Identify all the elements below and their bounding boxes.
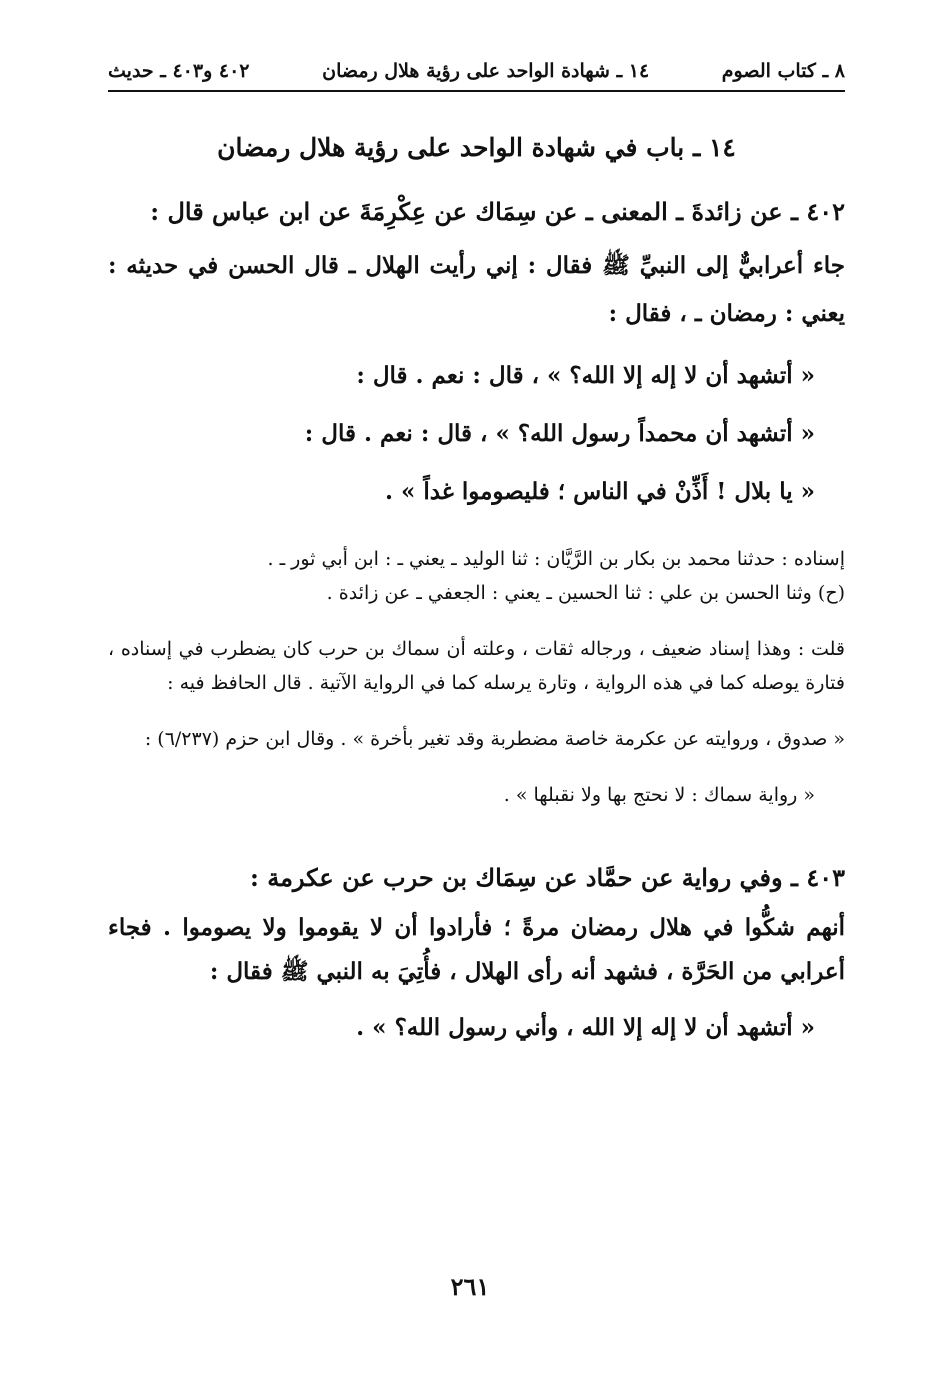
hadith-403-question: « أتشهد أن لا إله إلا الله ، وأني رسول الله؟ » . xyxy=(356,1014,815,1041)
isnad-line-1: إسناده : حدثنا محمد بن بكار بن الرَّيَّان : ثنا الوليد ـ يعني ـ : ابن أبي ثور ـ . xyxy=(267,548,845,570)
chapter-title: ١٤ ـ باب في شهادة الواحد على رؤية هلال رمضان xyxy=(217,133,736,162)
hadith-402-body: جاء أعرابيٌّ إلى النبيِّ ﷺ فقال : إني رأيت الهلال ـ قال الحسن في حديثه : يعني : رمضان ـ ، فقال : xyxy=(108,252,845,327)
hadith-403-body: أنهم شكُّوا في هلال رمضان مرةً ؛ فأرادوا أن لا يقوموا ولا يصوموا . فجاء أعرابي من الحَرَّة ، فشهد أنه رأى الهلال ، فأُتِيَ به النبي ﷺ فقال : xyxy=(108,914,845,985)
isnad-line-2: (ح) وثنا الحسن بن علي : ثنا الحسين ـ يعني : الجعفي ـ عن زائدة . xyxy=(326,582,845,604)
hadith-402-question-1: « أتشهد أن لا إله إلا الله؟ » ، قال : نعم . قال : xyxy=(356,362,815,389)
header-book-title: ٨ ـ كتاب الصوم xyxy=(721,60,845,82)
hadith-402-chain: ٤٠٢ ـ عن زائدةَ ـ المعنى ـ عن سِمَاك عن عِكْرِمَةَ عن ابن عباس قال : xyxy=(150,197,845,226)
header-hadith-range: ٤٠٢ و٤٠٣ ـ حديث xyxy=(108,60,250,82)
commentary-paragraph: قلت : وهذا إسناد ضعيف ، ورجاله ثقات ، وعلته أن سماك بن حرب كان يضطرب في إسناده ، فتارة يوصله كما في هذه الرواية ، وتارة يرسله كما في الرواية الآتية . قال الحافظ فيه : xyxy=(108,638,845,694)
header-chapter-title: ١٤ ـ شهادة الواحد على رؤية هلال رمضان xyxy=(322,60,650,82)
page-number: ٢٦١ xyxy=(450,1272,490,1301)
hadith-402-command: « يا بلال ! أَذِّنْ في الناس ؛ فليصوموا غداً » . xyxy=(384,478,815,505)
running-header xyxy=(108,60,845,92)
hadith-403-chain: ٤٠٣ ـ وفي رواية عن حمَّاد عن سِمَاك بن حرب عن عكرمة : xyxy=(249,863,845,892)
book-page xyxy=(108,60,845,1048)
commentary-quote-ibn-hazm: « رواية سماك : لا نحتج بها ولا نقبلها » . xyxy=(503,784,815,806)
hadith-402-question-2: « أتشهد أن محمداً رسول الله؟ » ، قال : نعم . قال : xyxy=(304,420,815,447)
commentary-quote-hafiz: « صدوق ، وروايته عن عكرمة خاصة مضطربة وقد تغير بأخرة » . وقال ابن حزم (٦/٢٣٧) : xyxy=(144,728,845,750)
